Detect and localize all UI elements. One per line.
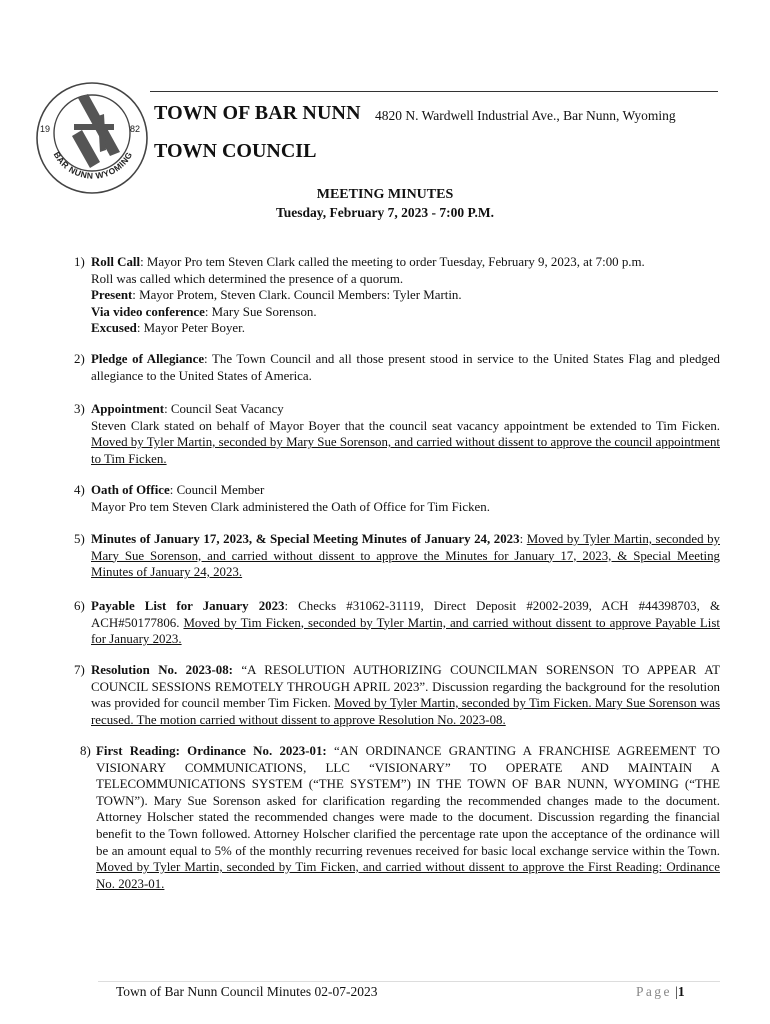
- item-text: :: [519, 532, 527, 546]
- item-motion: Moved by Tyler Martin, seconded by Mary Sue Sorenson, and carried without dissent to approve the Minutes for January 17, 2023, & Special Meeting Minutes of January 24, 2023.: [91, 532, 720, 580]
- item-number: 4): [74, 483, 85, 497]
- page-word: Page: [636, 984, 672, 999]
- item-label: Minutes of January 17, 2023, & Special Meeting Minutes of January 24, 2023: [91, 532, 520, 546]
- roll-quorum-line: Roll was called which determined the presence of a quorum.: [91, 271, 404, 286]
- document-title: MEETING MINUTES: [316, 187, 454, 202]
- footer-page-indicator: [636, 984, 685, 1000]
- item-number: 7): [74, 663, 85, 677]
- item-label: Appointment: [91, 402, 165, 416]
- agenda-item-resolution: [74, 662, 720, 728]
- item-number: 8): [80, 744, 91, 758]
- town-seal-logo: [34, 80, 150, 196]
- item-number: 2): [74, 352, 85, 366]
- item-number: 3): [74, 402, 85, 416]
- item-motion: Moved by Tyler Martin, seconded by Tim Ficken. Mary Sue Sorenson was recused. The motion carried without dissent to approve Resolution No. 2023-08.: [91, 696, 720, 727]
- council-heading: TOWN COUNCIL: [154, 140, 317, 162]
- item-label: First Reading: Ordinance No. 2023-01:: [96, 744, 327, 758]
- seal-year-right: 82: [130, 124, 141, 134]
- video-text: : Mary Sue Sorenson.: [204, 304, 317, 319]
- item-label: Roll Call: [91, 255, 141, 269]
- item-number: 5): [74, 532, 85, 546]
- seal-arc-text: BAR NUNN WYOMING: [51, 149, 135, 181]
- page-number: 1: [677, 984, 685, 999]
- present-label: Present: [91, 288, 133, 303]
- agenda-item-pledge: [74, 351, 720, 384]
- item-text: : Mayor Pro tem Steven Clark called the meeting to order Tuesday, February 9, 2023, at 7:00 p.m.: [140, 255, 645, 269]
- item-text: : The Town Council and all those present stood in service to the United States Flag and pledged allegiance to the United States of America.: [91, 352, 720, 383]
- item-text: : Council Seat Vacancy: [164, 402, 284, 416]
- agenda-item-minutes: [74, 531, 720, 581]
- agenda-item-ordinance: [74, 743, 720, 892]
- item-text: : Council Member: [169, 483, 265, 497]
- footer-document-name: Town of Bar Nunn Council Minutes 02-07-2023: [116, 984, 378, 999]
- video-label: Via video conference: [91, 304, 205, 319]
- item-number: 1): [74, 255, 85, 269]
- excused-text: : Mayor Peter Boyer.: [136, 321, 245, 336]
- item-label: Pledge of Allegiance: [91, 352, 205, 366]
- item-motion: Moved by Tim Ficken, seconded by Tyler Martin, and carried without dissent to approve Payable List for January 2023.: [91, 615, 720, 647]
- item-text: “A RESOLUTION AUTHORIZING COUNCILMAN SORENSON TO APPEAR AT COUNCIL SESSIONS REMOTELY THROUGH APRIL 2023”. Discussion regarding the background for the resolution was provided for council member Tim Ficken.: [91, 663, 720, 711]
- item-text: : Checks #31062-31119, Direct Deposit #2002-2039, ACH #44398703, & ACH#50177806.: [91, 599, 720, 630]
- item-motion: Moved by Tyler Martin, seconded by Mary Sue Sorenson, and carried without dissent to approve the council appointment to Tim Ficken.: [91, 435, 720, 466]
- item-label: Resolution No. 2023-08:: [91, 663, 233, 677]
- agenda-item-payable-list: [74, 598, 720, 648]
- page-separator: |: [675, 984, 678, 999]
- item-text: “AN ORDINANCE GRANTING A FRANCHISE AGREEMENT TO VISIONARY COMMUNICATIONS, LLC “VISIONARY” TO OPERATE AND MAINTAIN A TELECOMMUNICATIONS SYSTEM (“THE SYSTEM”) IN THE TOWN OF BAR NUNN, WYOMING (“THE TOWN”). Mary Sue Sorenson asked for clarification regarding the recommended changes made to the document. Attorney Holscher stated the recommended changes were made to the document. Discussion regarding the financial benefit to the Town followed. Attorney Holscher clarified the percentage rate upon the acceptance of the ordinance will be an amount equal to 5% of the monthly recurring revenues received for basic local exchange service within the Town.: [96, 744, 720, 858]
- excused-label: Excused: [91, 321, 137, 336]
- item-detail: Mayor Pro tem Steven Clark administered the Oath of Office for Tim Ficken.: [91, 499, 490, 514]
- item-detail: Steven Clark stated on behalf of Mayor Boyer that the council seat vacancy appointment be extended to Tim Ficken.: [91, 418, 720, 433]
- agenda-item-oath: [74, 482, 720, 515]
- town-name: TOWN OF BAR NUNN: [154, 102, 361, 124]
- seal-year-left: 19: [40, 124, 51, 134]
- agenda-item-appointment: [74, 401, 720, 467]
- item-label: Oath of Office: [91, 483, 170, 497]
- header-rule: [150, 91, 718, 92]
- agenda-item-roll-call: [74, 254, 720, 337]
- item-label: Payable List for January 2023: [91, 599, 285, 613]
- item-motion: Moved by Tyler Martin, seconded by Tim Ficken, and carried without dissent to approve the First Reading: Ordinance No. 2023-01.: [96, 860, 720, 891]
- present-text: : Mayor Protem, Steven Clark. Council Members: Tyler Martin.: [132, 288, 462, 303]
- item-number: 6): [74, 599, 85, 613]
- town-address: 4820 N. Wardwell Industrial Ave., Bar Nunn, Wyoming: [375, 108, 676, 123]
- footer-rule: [98, 981, 720, 982]
- meeting-date: Tuesday, February 7, 2023 - 7:00 P.M.: [275, 205, 494, 220]
